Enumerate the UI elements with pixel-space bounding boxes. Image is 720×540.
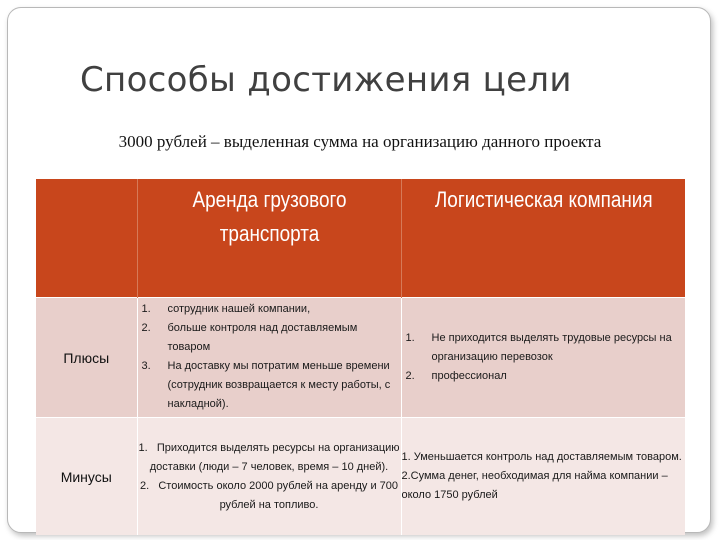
plus-rental-list	[138, 300, 401, 414]
table-row-minus	[36, 418, 685, 536]
table-header-row	[36, 179, 685, 298]
plus-logistics-cell	[401, 298, 685, 418]
list-item: 2.Сумма денег, необходимая для найма компании – около 1750 рублей	[401, 470, 668, 501]
minus-rental-cell	[137, 418, 401, 536]
header-empty-cell	[36, 179, 137, 298]
header-rental-label: Аренда грузового транспорта	[192, 187, 346, 246]
header-cell-logistics	[401, 179, 685, 298]
list-item: 2. больше контроля над доставляемым товаром	[141, 322, 358, 353]
minus-logistics-cell	[401, 418, 685, 536]
row-label-minus: Минусы	[36, 418, 137, 536]
plus-rental-cell	[137, 298, 401, 418]
header-logistics-label: Логистическая компания	[434, 187, 653, 212]
table-row-plus	[36, 298, 685, 418]
slide-title: Способы достижения цели	[80, 60, 572, 100]
list-item: 1. Приходится выделять ресурсы на организацию доставки (люди – 7 человек, время – 10 дней).	[138, 441, 400, 473]
row-label-plus: Плюсы	[36, 298, 137, 418]
header-cell-rental	[137, 179, 401, 298]
slide-subtitle: 3000 рублей – выделенная сумма на организацию данного проекта	[118, 132, 602, 151]
comparison-table	[36, 179, 685, 535]
list-item: 1. сотрудник нашей компании,	[141, 303, 311, 315]
plus-logistics-list	[402, 329, 686, 386]
list-item: 2. Стоимость около 2000 рублей на аренду и 700 рублей на топливо.	[139, 479, 399, 511]
list-item: 1. Уменьшается контроль над доставляемым товаром.	[401, 451, 682, 463]
list-item: 2. профессионал	[405, 370, 507, 382]
list-item: 1. Не приходится выделять трудовые ресурсы на организацию перевозок	[405, 332, 672, 363]
list-item: 3. На доставку мы потратим меньше времени (сотрудник возвращается к месту работы, с накладной).	[141, 360, 391, 410]
